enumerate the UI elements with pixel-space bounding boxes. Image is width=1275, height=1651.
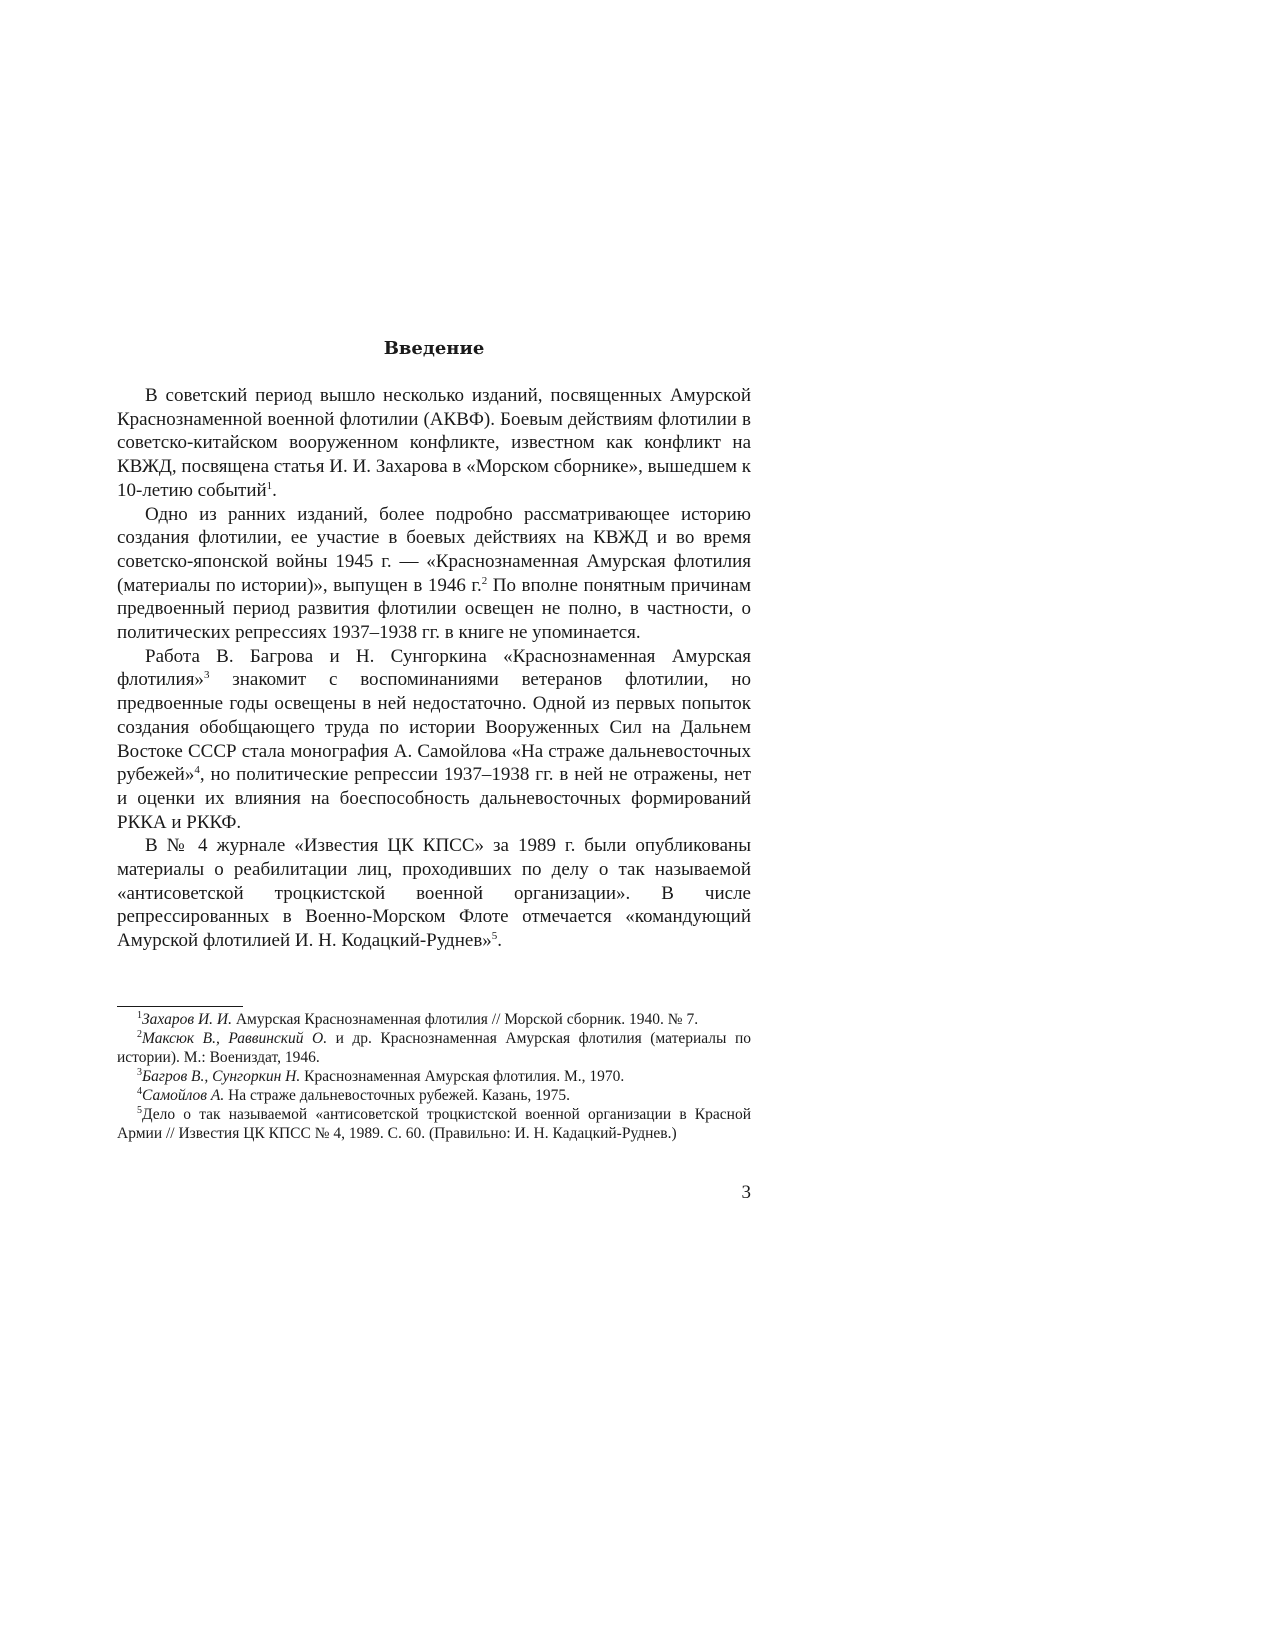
body-text [117,384,751,953]
footnote-4 [117,1086,751,1105]
section-heading: Введение [383,338,485,359]
paragraph-4-tail: . [497,930,503,952]
footnote-ref-3: 3 [203,669,210,682]
footnote-1 [117,1010,751,1029]
footnote-number: 2 [137,1029,142,1040]
footnote-5 [117,1105,751,1143]
footnote-3 [117,1067,751,1086]
paragraph-3 [117,645,751,835]
footnote-ref-5: 5 [491,930,498,943]
paragraph-3-text-a: Работа В. Багрова и Н. Сунгоркина «Краснознаменная Амурская флотилия» [117,645,751,691]
paragraph-4 [117,834,751,953]
footnote-separator [117,1006,243,1007]
paragraph-3-text-b: знакомит с воспоминаниями ветеранов флотилии, но предвоенные годы освещены в ней недостаточно. Одной из первых попыток создания обобщающего труда по истории Вооруженных Сил на Дальнем Востоке СССР стала монография А. Самойлова «На страже дальневосточных рубежей» [117,669,751,786]
footnote-text: Дело о так называемой «антисоветской троцкистской военной организации в Красной Армии // Известия ЦК КПСС № 4, 1989. С. 60. (Правильно: И. Н. Кадацкий-Руднев.) [117,1106,751,1142]
footnote-author: Багров В., Сунгоркин Н. [142,1068,301,1085]
footnote-author: Самойлов А. [142,1087,225,1104]
footnote-number: 1 [137,1010,142,1021]
footnote-text: Краснознаменная Амурская флотилия. М., 1970. [300,1068,625,1085]
footnote-ref-2: 2 [481,574,488,587]
footnote-number: 4 [137,1086,142,1097]
footnote-number: 3 [137,1067,142,1078]
page-number: 3 [741,1182,751,1203]
paragraph-2 [117,503,751,645]
footnote-author: Захаров И. И. [142,1011,232,1028]
footnotes [117,1010,751,1143]
footnote-ref-4: 4 [194,764,200,777]
paragraph-2-text: Одно из ранних изданий, более подробно рассматривающее историю создания флотилии, ее участие в боевых действиях на КВЖД и во время советско-японской войны 1945 г. — «Краснознаменная Амурская флотилия (материалы по истории)», выпущен в 1946 г. [117,503,751,596]
paragraph-1-tail: . [272,479,277,501]
footnote-text: Амурская Краснознаменная флотилия // Морской сборник. 1940. № 7. [231,1011,699,1028]
footnote-text: На страже дальневосточных рубежей. Казань, 1975. [224,1087,571,1104]
footnote-author: Максюк В., Раввинский О. [142,1030,328,1047]
footnote-ref-1: 1 [266,479,273,492]
paragraph-4-text: В № 4 журнале «Известия ЦК КПСС» за 1989 г. были опубликованы материалы о реабилитации лиц, проходивших по делу о так называемой «антисоветской троцкистской военной организации». В числе репрессированных в Военно-Морском Флоте отмечается «командующий Амурской флотилией И. Н. Кодацкий-Руднев» [117,835,751,952]
footnote-2 [117,1029,751,1067]
paragraph-1-text: В советский период вышло несколько изданий, посвященных Амурской Краснознаменной военной флотилии (АКВФ). Боевым действиям флотилии в советско-китайском вооруженном конфликте, известном как конфликт на КВЖД, посвящена статья И. И. Захарова в «Морском сборнике», вышедшем к 10-летию событий [117,385,751,501]
paragraph-2-tail: По вполне понятным причинам предвоенный период развития флотилии освещен не полно, в частности, о политических репрессиях 1937–1938 гг. в книге не упоминается. [117,574,751,644]
paragraph-1 [117,384,751,503]
footnote-number: 5 [137,1105,142,1116]
footnote-text: и др. Краснознаменная Амурская флотилия (материалы по истории). М.: Воениздат, 1946. [117,1030,751,1066]
paragraph-3-text-c: , но политические репрессии 1937–1938 гг. в ней не отражены, нет и оценки их влияния на боеспособность дальневосточных формирований РККА и РККФ. [117,764,751,833]
